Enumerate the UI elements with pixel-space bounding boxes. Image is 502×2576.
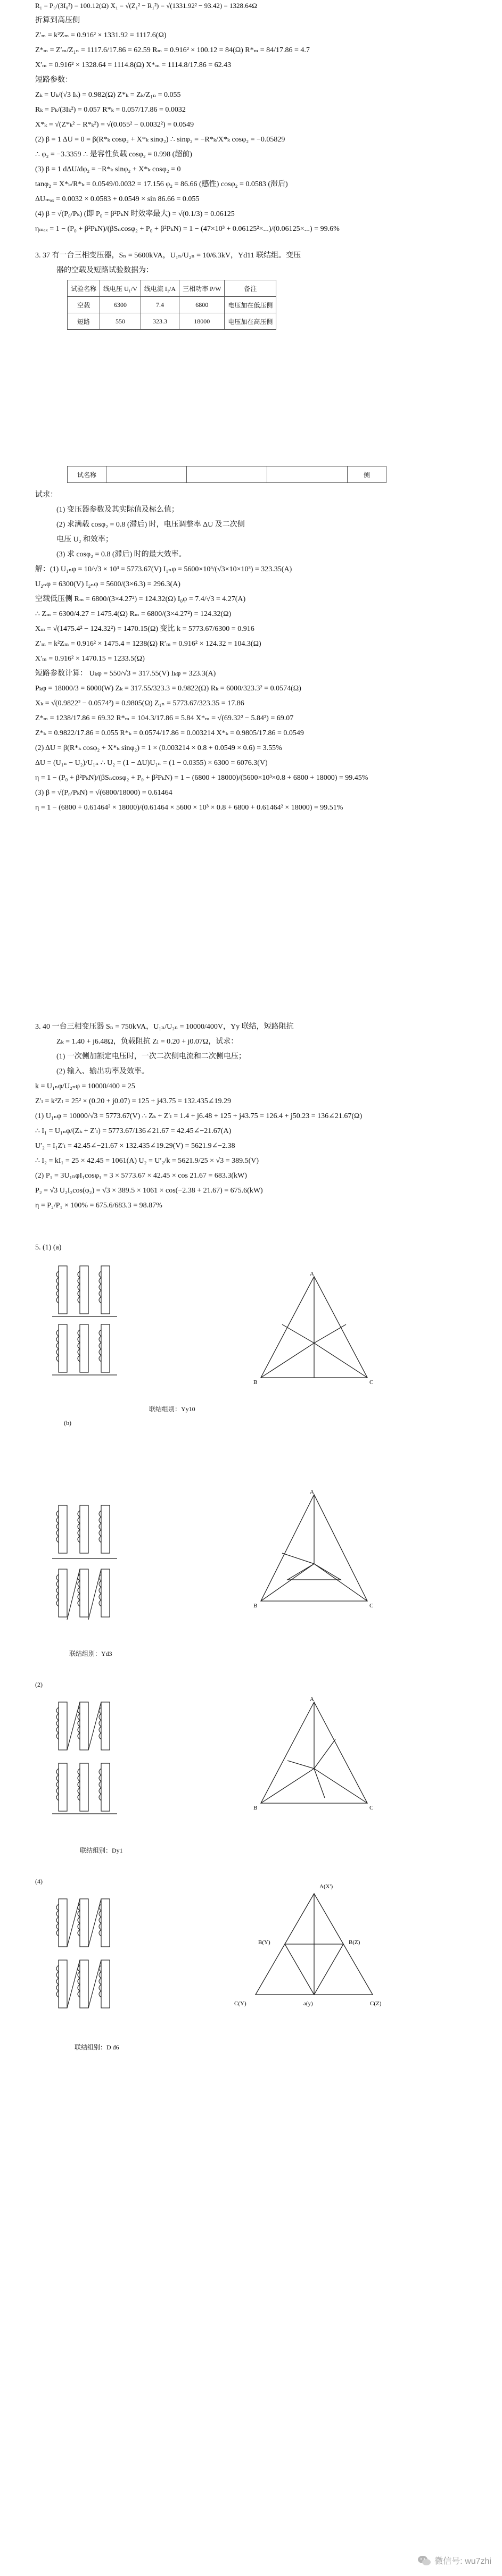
text-line: (1) 变压器参数及其实际值及标么值； bbox=[56, 506, 179, 514]
text-line: 折算到高压侧 bbox=[35, 16, 80, 24]
table-cell bbox=[187, 466, 267, 483]
svg-text:A: A bbox=[310, 1697, 314, 1703]
formula-line: (4) β = √(P₀/Pₖ) (即 P₀ = β²PₖN 时效率最大) = √(0.1/3) = 0.06125 bbox=[35, 210, 235, 218]
phasor-label: C(Z) bbox=[370, 2000, 382, 2007]
table-cell: 6300 bbox=[100, 297, 141, 313]
formula-line: ΔU = (U₁ₙ − U₂)/U₁ₙ ∴ U₂ = (1 − ΔU)U₁ₙ = (1 − 0.0355) × 6300 = 6076.3(V) bbox=[35, 759, 268, 767]
formula-line: Z*ₘ = 1238/17.86 = 69.32 R*ₘ = 104.3/17.86 = 5.84 X*ₘ = √(69.32² − 5.84²) = 69.07 bbox=[35, 714, 294, 722]
solution-3-37 bbox=[35, 489, 461, 817]
text-line: (1) 一次侧加额定电压时，一次二次侧电流和二次侧电压； bbox=[56, 1053, 246, 1061]
text-line: (2) 求满载 cosφ₂ = 0.8 (滞后) 时，电压调整率 ΔU 及二次侧 bbox=[56, 521, 245, 529]
formula-line: ∴ I₂ = kI₁ = 25 × 42.45 = 1061(A) U₂ = U′₂/k = 5621.9/25 × √3 = 389.5(V) bbox=[35, 1157, 259, 1165]
formula-line: U₂ₙφ = 6300(V) I₂ₙφ = 5600/(3×6.3) = 296.3(A) bbox=[35, 580, 180, 588]
table-cell: 6800 bbox=[179, 297, 225, 313]
table-cell: 7.4 bbox=[141, 297, 179, 313]
connection-group-caption: 联结组别：D d6 bbox=[75, 2044, 119, 2051]
wechat-icon bbox=[417, 2555, 431, 2566]
formula-line: (3) β = √(P₀/PₖN) = √(6800/18000) = 0.61464 bbox=[35, 789, 172, 797]
text-line: 电压 U₂ 和效率； bbox=[56, 536, 113, 544]
formula-line: ∴ I₁ = U₁ₙφ/(Zₖ + Z′ₗ) = 5773.67/136∠21.67 = 42.45∠−21.67(A) bbox=[35, 1127, 232, 1135]
subfigure-label: (4) bbox=[35, 1878, 43, 1885]
formula-line: η = P₂/P₁ × 100% = 675.6/683.3 = 98.87% bbox=[35, 1202, 162, 1210]
table-row bbox=[68, 297, 276, 313]
formula-line: R₁ = P₀/(3I₀²) = 100.12(Ω) X₁ = √(Z₁² − R₁²) = √(1331.92² − 93.42) = 1328.64Ω bbox=[35, 2, 257, 10]
watermark-text: 微信号: wu7zhi bbox=[434, 2557, 491, 2566]
formula-line: η = 1 − (6800 + 0.61464² × 18000)/(0.61464 × 5600 × 10³ × 0.8 + 6800 + 0.61464² × 18000) = 99.51% bbox=[35, 804, 343, 812]
winding-diagram-1 bbox=[48, 1261, 122, 1383]
formula-line: X*ₖ = √(Z*ₖ² − R*ₖ²) = √(0.055² − 0.0032²) = 0.0549 bbox=[35, 121, 194, 129]
formula-line: Z′ₘ = k²Zₘ = 0.916² × 1331.92 = 1117.6(Ω) bbox=[35, 31, 167, 39]
formula-line: 解：(1) U₁ₙφ = 10/√3 × 10³ = 5773.67(V) I₁ₙφ = 5600×10³/(√3×10×10³) = 323.35(A) bbox=[35, 565, 292, 573]
empty-table bbox=[67, 466, 386, 483]
formula-line: (2) P₁ = 3U₁ₙφI₁cosφ₁ = 3 × 5773.67 × 42.45 × cos 21.67 = 683.3(kW) bbox=[35, 1172, 247, 1180]
phasor-diagram-2 bbox=[250, 1489, 378, 1622]
formula-line: Z′ₘ = k²Zₘ = 0.916² × 1475.4 = 1238(Ω) R′ₘ = 0.916² × 124.32 = 104.3(Ω) bbox=[35, 640, 261, 648]
phasor-label: C(Y) bbox=[234, 2000, 246, 2007]
table-cell: 试名称 bbox=[68, 466, 106, 483]
text-line: 短路参数： bbox=[35, 76, 72, 84]
problem-title: 5. (1) (a) bbox=[35, 1244, 62, 1252]
table-cell: 短路 bbox=[68, 313, 100, 330]
connection-group-caption: 联结组别：Dy1 bbox=[80, 1847, 123, 1854]
formula-line: Z*ₘ = Z′ₘ/Z₁ₙ = 1117.6/17.86 = 62.59 Rₘ = 0.916² × 100.12 = 84(Ω) R*ₘ = 84/17.86 = 4.7 bbox=[35, 46, 310, 54]
table-cell bbox=[106, 466, 187, 483]
formula-line: Z′ₗ = k²Zₗ = 25² × (0.20 + j0.07) = 125 + j43.75 = 132.435∠19.29 bbox=[35, 1097, 231, 1105]
formula-line: Pₖφ = 18000/3 = 6000(W) Zₖ = 317.55/323.3 = 0.9822(Ω) Rₖ = 6000/323.3² = 0.0574(Ω) bbox=[35, 685, 301, 693]
table-row bbox=[68, 466, 386, 483]
winding-diagram-2 bbox=[48, 1500, 122, 1628]
formula-line: (1) U₁ₙφ = 10000/√3 = 5773.67(V) ∴ Zₖ + Z′ₗ = 1.4 + j6.48 + 125 + j43.75 = 126.4 + j50.23 = 136∠21.67(Ω) bbox=[35, 1112, 363, 1120]
formula-line: (2) β = 1 ΔU = 0 = β(R*ₖ cosφ₂ + X*ₖ sinφ₂) ∴ sinφ₂ = −R*ₖ/X*ₖ cosφ₂ = −0.05829 bbox=[35, 136, 285, 144]
connection-group-caption: 联结组别：Yy10 bbox=[149, 1405, 195, 1413]
table-cell: 空载 bbox=[68, 297, 100, 313]
phasor-diagram-4 bbox=[229, 1878, 399, 2016]
text-line: 试求： bbox=[35, 491, 57, 499]
svg-text:C: C bbox=[369, 1379, 374, 1386]
problem-title: 3. 40 一台三相变压器 Sₙ = 750kVA，U₁ₙ/U₂ₙ = 10000/400V，Yy 联结，短路阻抗 bbox=[35, 1023, 294, 1031]
phasor-label: B(Y) bbox=[258, 1939, 270, 1946]
formula-line: Zₖ = 1.40 + j6.48Ω，负载阻抗 Zₗ = 0.20 + j0.07Ω，试求： bbox=[56, 1038, 238, 1046]
formula-line: η = 1 − (P₀ + β²PₖN)/(βSₙcosφ₂ + P₀ + β²PₖN) = 1 − (6800 + 18000)/(5600×10³×0.8 + 6800 + 18000) = 99.45% bbox=[35, 774, 368, 782]
part1-solution bbox=[35, 0, 461, 238]
table-cell: 323.3 bbox=[141, 313, 179, 330]
svg-text:C: C bbox=[369, 1603, 374, 1609]
formula-line: P₂ = √3 U₂I₂cos(φ₂) = √3 × 389.5 × 1061 × cos(−2.38 + 21.67) = 675.6(kW) bbox=[35, 1187, 263, 1195]
formula-line: tanφ₂ = X*ₖ/R*ₖ = 0.0549/0.0032 = 17.156 φ₂ = 86.66 (感性) cosφ₂ = 0.0583 (滞后) bbox=[35, 180, 288, 188]
phasor-label: B(Z) bbox=[349, 1939, 360, 1946]
formula-line: U′₂ = I₁Z′ₗ = 42.45∠−21.67 × 132.435∠19.29(V) = 5621.9∠−2.38 bbox=[35, 1142, 235, 1150]
svg-text:C: C bbox=[369, 1805, 374, 1811]
table-cell: 侧 bbox=[348, 466, 386, 483]
table-cell: 18000 bbox=[179, 313, 225, 330]
formula-line: Rₖ = Pₖ/(3Iₖ²) = 0.057 R*ₖ = 0.057/17.86 = 0.0032 bbox=[35, 106, 186, 114]
formula-line: ∴ Zₘ = 6300/4.27 = 1475.4(Ω) Rₘ = 6800/(3×4.27²) = 124.32(Ω) bbox=[35, 610, 232, 618]
problem-title-cont: 器的空载及短路试验数据为： bbox=[56, 266, 153, 274]
table-header: 试验名称 bbox=[68, 280, 100, 297]
problem-title: 3. 37 有一台三相变压器，Sₙ = 5600kVA，U₁ₙ/U₂ₙ = 10/6.3kV，Yd11 联结组。变压 bbox=[35, 252, 301, 260]
formula-line: Xₘ = √(1475.4² − 124.32²) = 1470.15(Ω) 变比 k = 5773.67/6300 = 0.916 bbox=[35, 625, 254, 633]
svg-text:A: A bbox=[310, 1489, 314, 1495]
watermark bbox=[417, 2554, 491, 2566]
test-data-table bbox=[67, 280, 276, 330]
formula-line: 短路参数计算： Uₖφ = 550/√3 = 317.55(V) Iₖφ = 323.3(A) bbox=[35, 670, 216, 678]
table-cell: 电压加在高压侧 bbox=[225, 313, 276, 330]
table-header: 三相功率 P/W bbox=[179, 280, 225, 297]
table-cell: 550 bbox=[100, 313, 141, 330]
formula-line: X′ₘ = 0.916² × 1328.64 = 1114.8(Ω) X*ₘ = 1114.8/17.86 = 62.43 bbox=[35, 61, 232, 69]
formula-line: (3) β = 1 dΔU/dφ₂ = −R*ₖ sinφ₂ + X*ₖ cosφ₂ = 0 bbox=[35, 165, 181, 173]
phasor-label: A(X') bbox=[319, 1883, 333, 1890]
formula-line: Xₖ = √(0.9822² − 0.0574²) = 0.9805(Ω) Z₁ₙ = 5773.67/323.35 = 17.86 bbox=[35, 699, 244, 707]
table-header: 线电流 I₁/A bbox=[141, 280, 179, 297]
formula-line: 空载低压侧 Rₘ = 6800/(3×4.27²) = 124.32(Ω) I₀φ = 7.4/√3 = 4.27(A) bbox=[35, 595, 246, 603]
table-fragment bbox=[35, 463, 461, 488]
table-header: 线电压 U₁/V bbox=[100, 280, 141, 297]
formula-line: ΔUₘₐₓ = 0.0032 × 0.0583 + 0.0549 × sin 86.66 = 0.055 bbox=[35, 195, 200, 203]
phasor-diagram-1 bbox=[250, 1271, 378, 1388]
formula-line: Z*ₖ = 0.9822/17.86 = 0.055 R*ₖ = 0.0574/17.86 = 0.003214 X*ₖ = 0.9805/17.86 = 0.0549 bbox=[35, 729, 304, 737]
svg-text:B: B bbox=[253, 1603, 258, 1609]
formula-line: ∴ φ₂ = −3.3359 ∴ 是容性负载 cosφ₂ = 0.998 (超前) bbox=[35, 151, 192, 159]
phasor-label: a(y) bbox=[303, 2000, 313, 2007]
table-header-row bbox=[68, 280, 276, 297]
problem-3-40 bbox=[35, 1021, 461, 1215]
svg-text:B: B bbox=[253, 1379, 258, 1386]
formula-line: Zₖ = Uₖ/(√3 Iₖ) = 0.982(Ω) Z*ₖ = Zₖ/Z₁ₙ = 0.055 bbox=[35, 91, 181, 99]
formula-line: ηₘₐₓ = 1 − (P₀ + β²PₖN)/(βSₙcosφ₂ + P₀ + β²PₖN) = 1 − (47×10³ + 0.06125²×...)/(0.06125×...) = 99.6% bbox=[35, 225, 340, 233]
problem-3-37 bbox=[35, 250, 461, 335]
svg-text:A: A bbox=[310, 1271, 314, 1277]
formula-line: k = U₁ₙφ/U₂ₙφ = 10000/400 = 25 bbox=[35, 1082, 135, 1090]
table-cell bbox=[267, 466, 348, 483]
formula-line: X′ₘ = 0.916² × 1470.15 = 1233.5(Ω) bbox=[35, 655, 145, 663]
winding-diagram-4 bbox=[48, 1894, 122, 2016]
winding-diagram-3 bbox=[48, 1697, 122, 1819]
text-line: (3) 求 cosφ₂ = 0.8 (滞后) 时的最大效率。 bbox=[56, 551, 186, 558]
table-header: 备注 bbox=[225, 280, 276, 297]
subfigure-label: (b) bbox=[64, 1419, 71, 1427]
formula-line: (2) ΔU = β(R*ₖ cosφ₂ + X*ₖ sinφ₂) = 1 × (0.003214 × 0.8 + 0.0549 × 0.6) = 3.55% bbox=[35, 744, 282, 752]
subfigure-label: (2) bbox=[35, 1681, 43, 1688]
table-cell: 电压加在低压侧 bbox=[225, 297, 276, 313]
problem-5 bbox=[35, 1242, 461, 1257]
svg-text:B: B bbox=[253, 1805, 258, 1811]
phasor-diagram-3 bbox=[250, 1697, 378, 1819]
table-row bbox=[68, 313, 276, 330]
connection-group-caption: 联结组别：Yd3 bbox=[69, 1650, 112, 1657]
text-line: (2) 输入、输出功率及效率。 bbox=[56, 1068, 149, 1076]
